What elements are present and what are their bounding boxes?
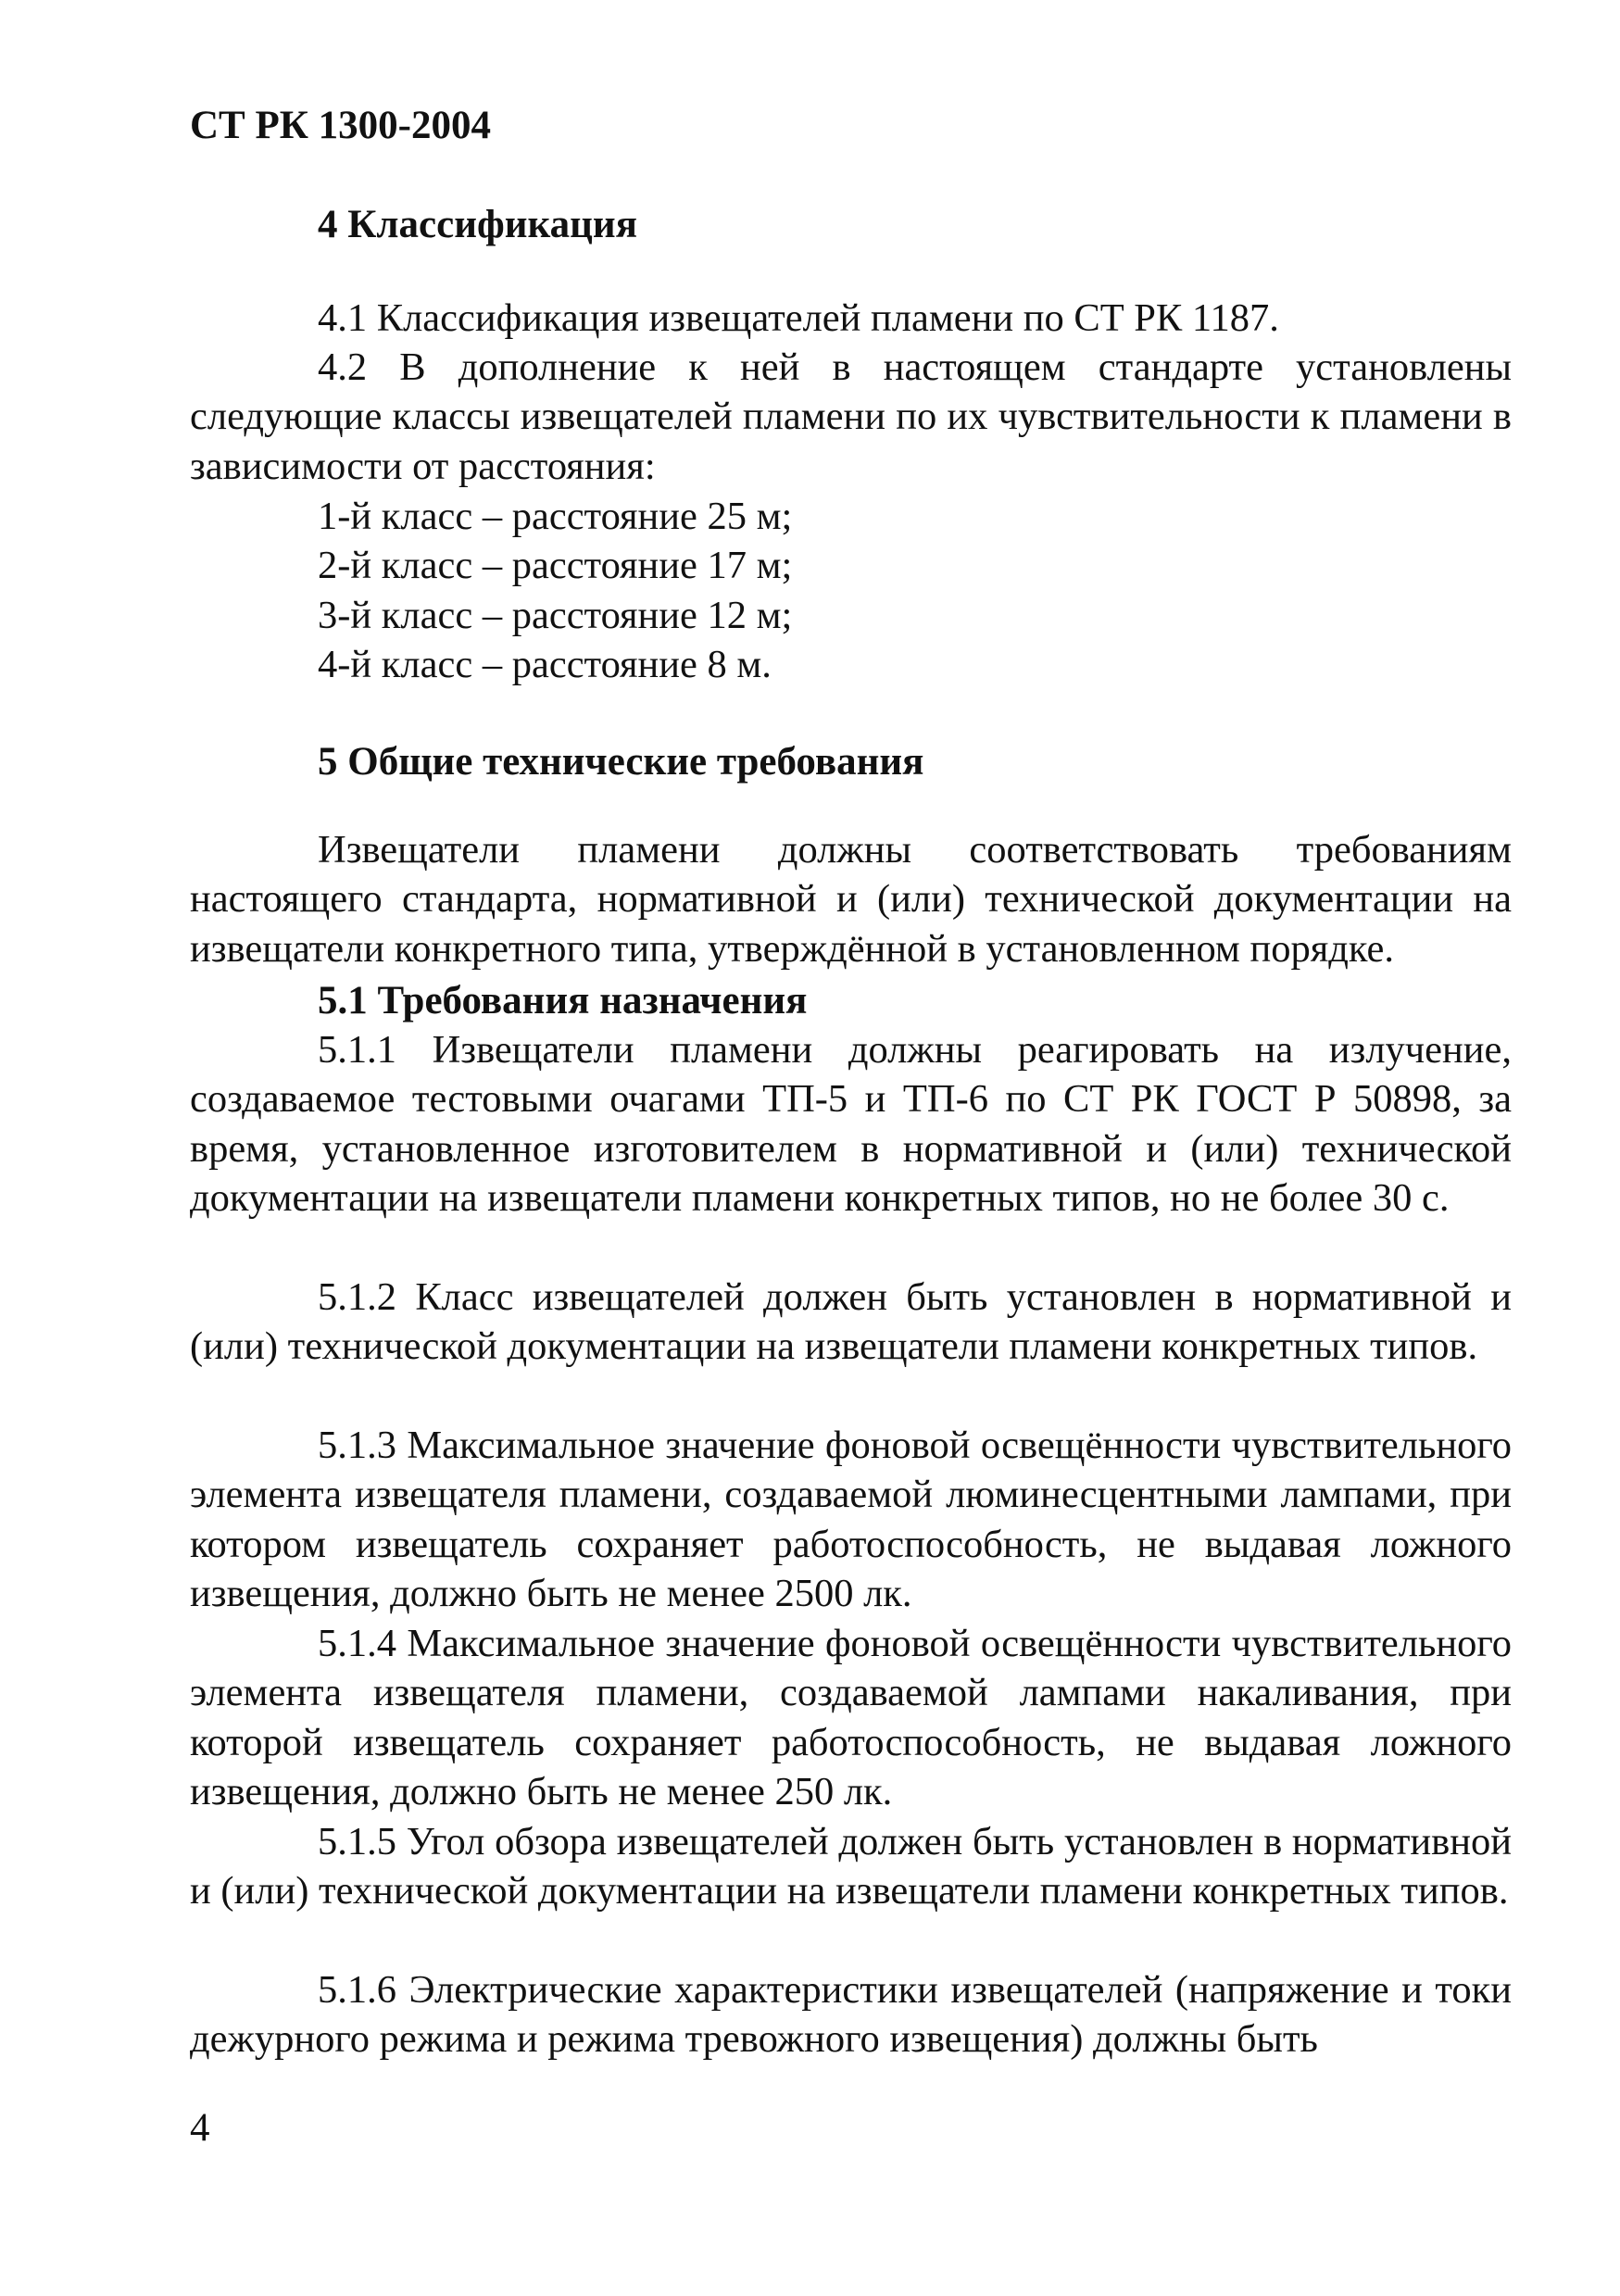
paragraph-5-1-6: 5.1.6 Электрические характеристики извещателей (напряжение и токи дежурного режима и режима тревожного извещения) должны быть bbox=[190, 1968, 1512, 2062]
class-list bbox=[318, 492, 792, 690]
paragraph-5-1-2: 5.1.2 Класс извещателей должен быть установлен в нормативной и (или) технической документации на извещатели пламени конкретных типов. bbox=[190, 1275, 1512, 1369]
paragraph-5-1-4: 5.1.4 Максимальное значение фоновой освещённости чувствительного элемента извещателя пламени, создаваемой лампами накаливания, при которой извещатель сохраняет работоспособность, не выдавая ложного извещения, должно быть не менее 250 лк. bbox=[190, 1622, 1512, 1814]
class-list-item: 4-й класс – расстояние 8 м. bbox=[318, 643, 772, 687]
class-list-item: 3-й класс – расстояние 12 м; bbox=[318, 593, 793, 637]
section-5-heading: 5 Общие технические требования bbox=[318, 740, 924, 784]
paragraph-4-1: 4.1 Классификация извещателей пламени по СТ РК 1187. bbox=[318, 296, 1279, 340]
subsection-5-1-heading: 5.1 Требования назначения bbox=[318, 979, 808, 1023]
paragraph-5-1-5: 5.1.5 Угол обзора извещателей должен быть установлен в нормативной и (или) технической документации на извещатели пламени конкретных типов. bbox=[190, 1820, 1512, 1913]
section-4-heading: 4 Классификация bbox=[318, 203, 637, 246]
page-number: 4 bbox=[190, 2106, 210, 2150]
document-code: СТ РК 1300-2004 bbox=[190, 104, 491, 147]
class-list-item: 1-й класс – расстояние 25 м; bbox=[318, 495, 793, 538]
class-list-item: 2-й класс – расстояние 17 м; bbox=[318, 544, 793, 588]
paragraph-4-2: 4.2 В дополнение к ней в настоящем стандарте установлены следующие классы извещателей пламени по их чувствительности к пламени в зависимости от расстояния: bbox=[190, 345, 1512, 488]
section-5-intro: Извещатели пламени должны соответствовать требованиям настоящего стандарта, нормативной и (или) технической документации на извещатели конкретного типа, утверждённой в установленном порядке. bbox=[190, 828, 1512, 971]
paragraph-5-1-1: 5.1.1 Извещатели пламени должны реагировать на излучение, создаваемое тестовыми очагами ТП-5 и ТП-6 по СТ РК ГОСТ Р 50898, за время, установленное изготовителем в нормативной и (или) технической документации на извещатели пламени конкретных типов, но не более 30 с. bbox=[190, 1028, 1512, 1221]
paragraph-5-1-3: 5.1.3 Максимальное значение фоновой освещённости чувствительного элемента извещателя пламени, создаваемой люминесцентными лампами, при котором извещатель сохраняет работоспособность, не выдавая ложного извещения, должно быть не менее 2500 лк. bbox=[190, 1424, 1512, 1616]
